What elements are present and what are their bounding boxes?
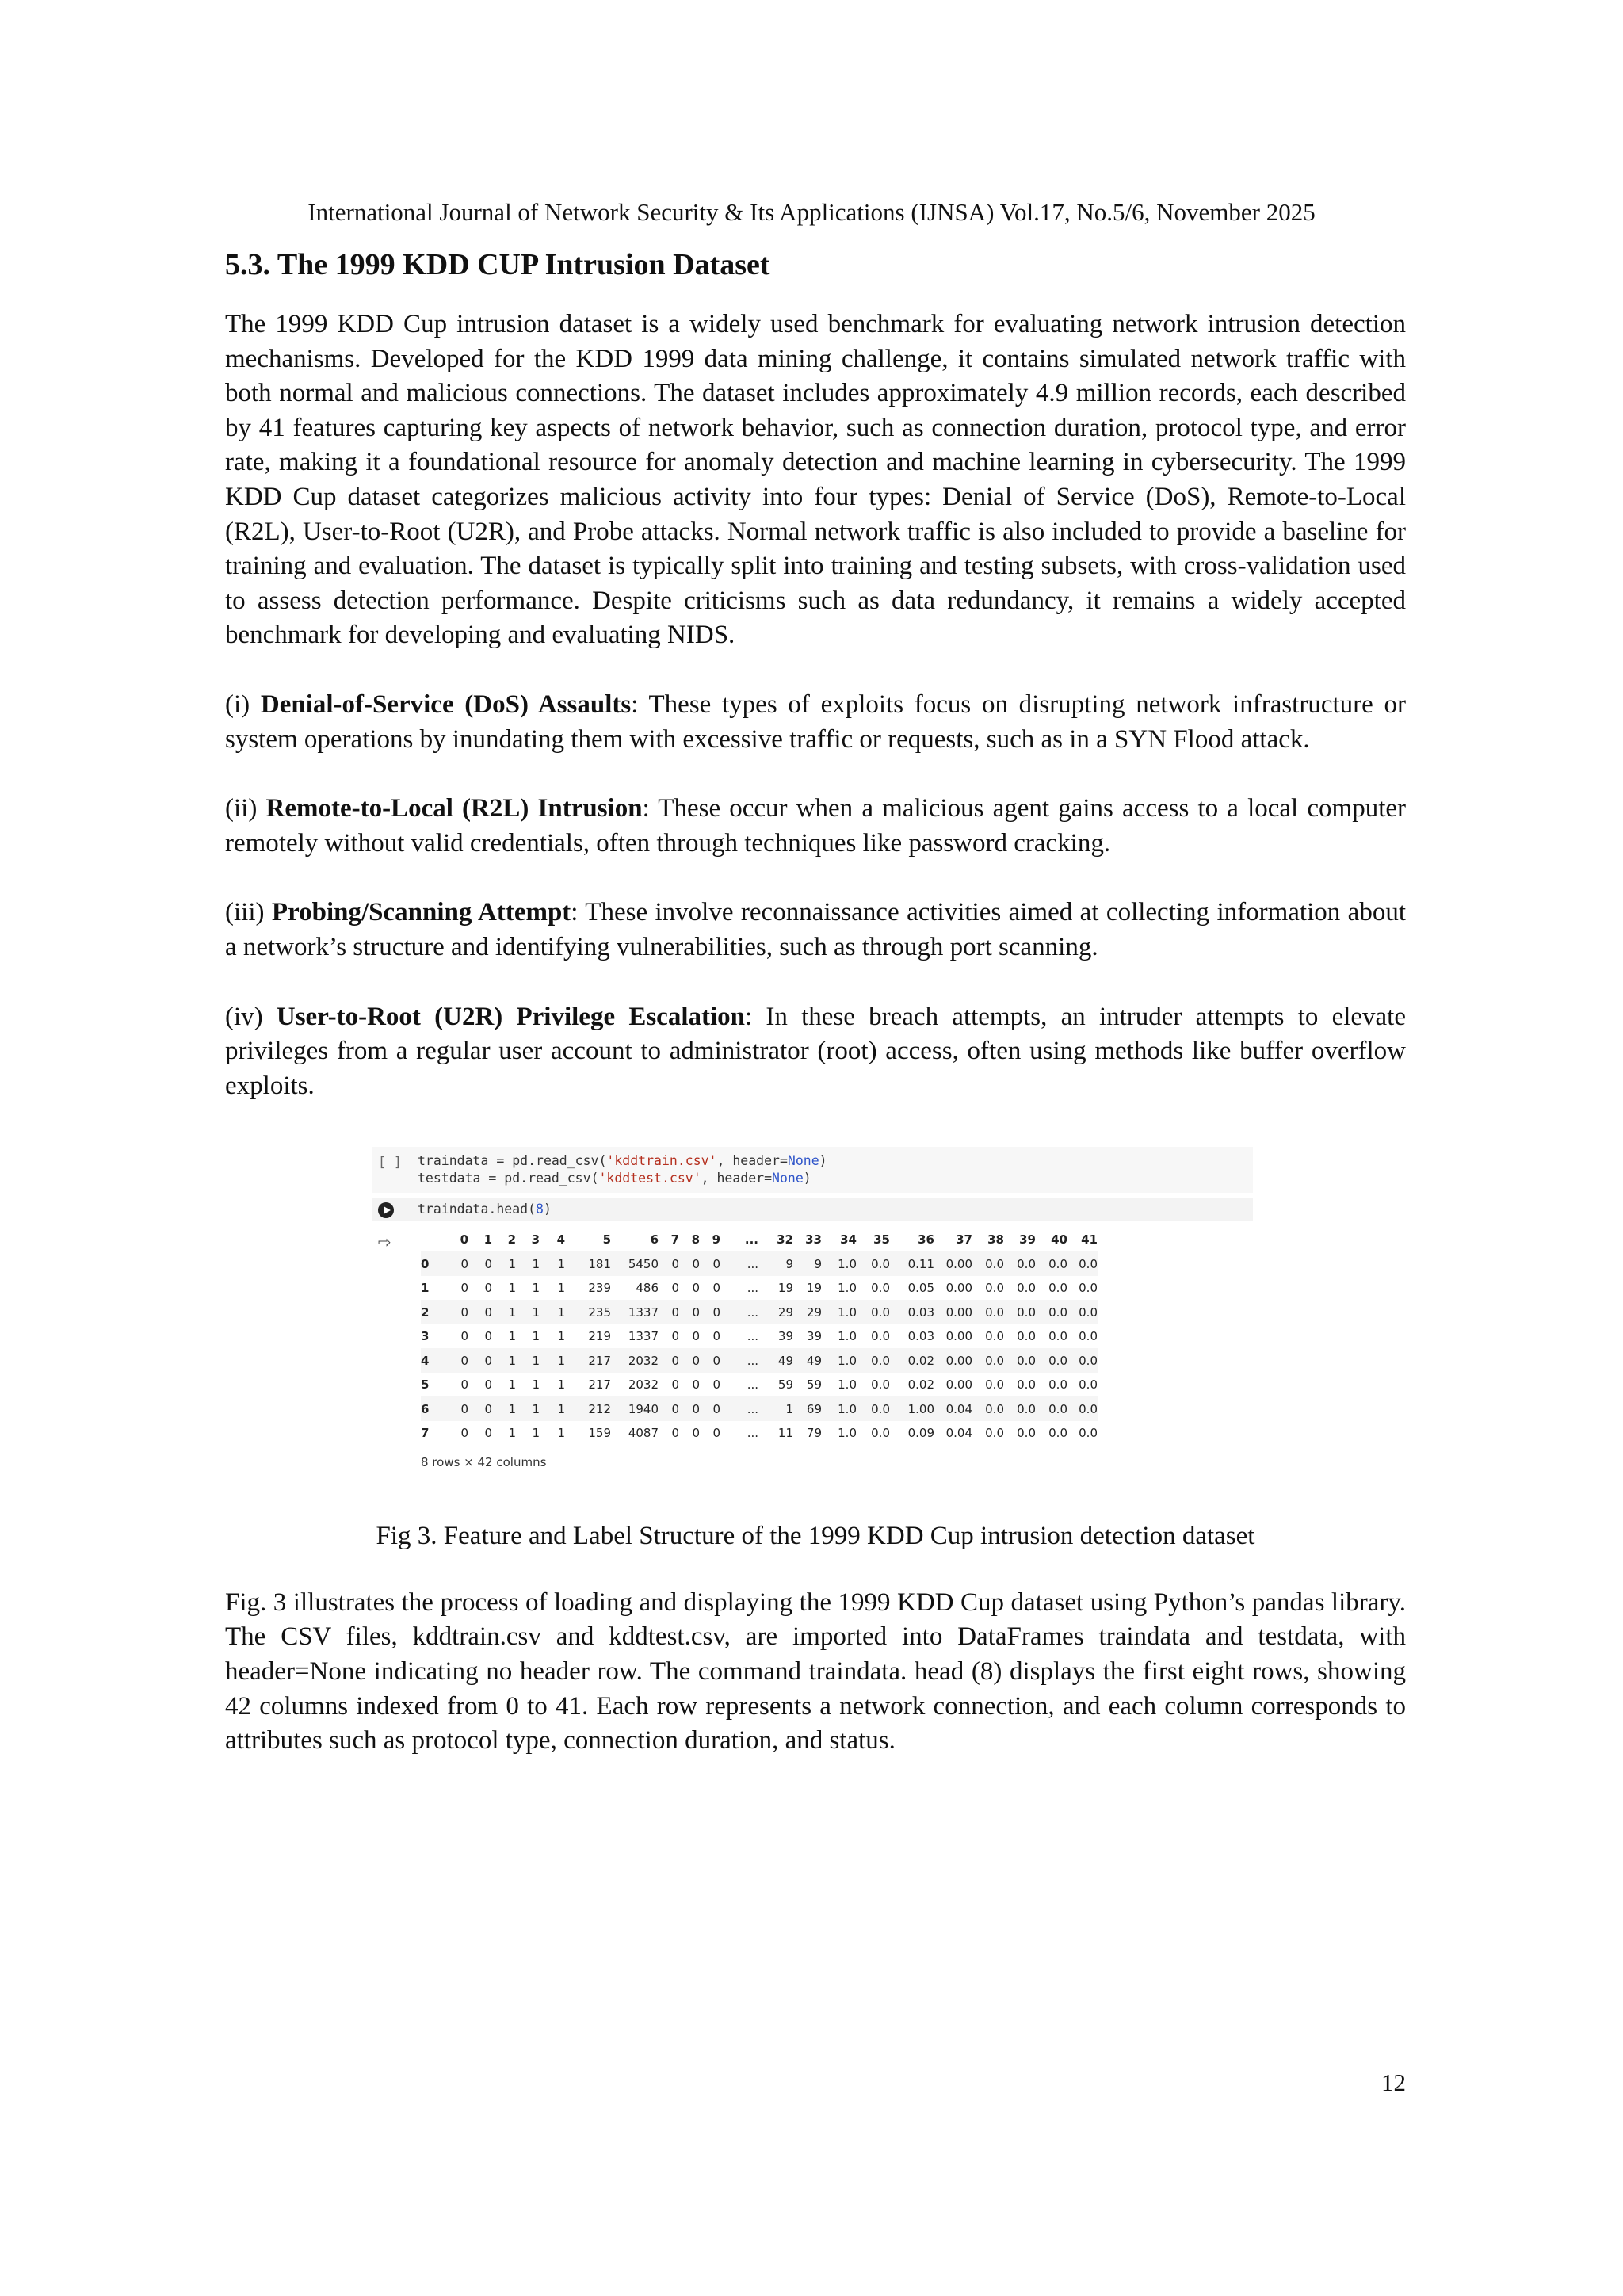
table-cell: 0 xyxy=(468,1300,492,1324)
table-cell: 9 xyxy=(793,1251,822,1276)
table-cell: 1 xyxy=(540,1348,565,1373)
table-cell: 11 xyxy=(777,1426,793,1441)
table-cell: 1 xyxy=(508,1426,516,1441)
table-row xyxy=(421,1324,1098,1349)
table-cell: 0.0 xyxy=(972,1396,1004,1421)
table-cell: 0.0 xyxy=(1036,1300,1067,1324)
row-index: 2 xyxy=(421,1300,445,1324)
dataframe-header-row xyxy=(421,1228,1098,1251)
table-cell: 0.0 xyxy=(1079,1281,1098,1296)
table-cell: 1.0 xyxy=(838,1329,857,1344)
table-cell: 0 xyxy=(712,1281,720,1296)
journal-header: International Journal of Network Security & Its Applications (IJNSA) Vol.17, No.5/6, November 2025 xyxy=(307,198,1316,226)
table-cell: 0 xyxy=(445,1251,468,1276)
table-cell: 4087 xyxy=(628,1426,659,1441)
column-header: 6 xyxy=(650,1232,659,1247)
page-content xyxy=(225,244,1406,1759)
code-cell-load xyxy=(372,1147,1253,1193)
table-cell: 0.0 xyxy=(857,1348,890,1373)
table-cell: 0.0 xyxy=(1017,1426,1036,1441)
output-icon: ⇨ xyxy=(378,1232,391,1252)
table-cell: 1337 xyxy=(628,1329,659,1344)
column-header: 0 xyxy=(460,1232,468,1247)
intro-paragraph: The 1999 KDD Cup intrusion dataset is a widely used benchmark for evaluating network intrusion detection mechanisms. Developed for the KDD 1999 data mining challenge, it contains simulated network traffic with both normal and malicious connections. The dataset includes approximately 4.9 million records, each described by 41 features capturing key aspects of network behavior, such as connection duration, protocol type, and error rate, making it a foundational resource for anomaly detection and machine learning in cybersecurity. The 1999 KDD Cup dataset categorizes malicious activity into four types: Denial of Service (DoS), Remote-to-Local (R2L), User-to-Root (U2R), and Probe attacks. Normal network traffic is also included to provide a baseline for training and evaluation. The dataset is typically split into training and testing subsets, with cross-validation used to assess detection performance. Despite criticisms such as data redundancy, it remains a widely accepted benchmark for developing and evaluating NIDS. xyxy=(225,310,1406,650)
code-line-head: traindata.head(8) xyxy=(418,1201,552,1217)
cell-bracket: [ ] xyxy=(378,1155,402,1171)
attack-term: Probing/Scanning Attempt xyxy=(271,898,571,927)
table-cell: 0 xyxy=(692,1329,700,1344)
table-cell: 0 xyxy=(679,1396,700,1421)
table-cell: 0.04 xyxy=(934,1396,972,1421)
figure-caption: Fig 3. Feature and Label Structure of the 1999 KDD Cup intrusion detection dataset xyxy=(376,1522,1255,1551)
table-cell: ... xyxy=(720,1396,758,1421)
table-cell: 0.02 xyxy=(907,1377,934,1392)
table-cell: 1 xyxy=(516,1251,540,1276)
column-header: 40 xyxy=(1051,1232,1067,1247)
table-cell: 0.0 xyxy=(1048,1329,1067,1344)
attack-description: : These involve reconnaissance activities aimed at collecting information about a network’s structure and identifying vulnerabilities, such as through port scanning. xyxy=(225,898,1406,961)
table-cell: ... xyxy=(747,1377,758,1392)
table-cell: 0 xyxy=(484,1426,492,1441)
table-cell: 1940 xyxy=(611,1396,659,1421)
table-cell: 1.0 xyxy=(822,1396,857,1421)
table-cell: 0 xyxy=(700,1251,720,1276)
column-header: 34 xyxy=(840,1232,857,1247)
attack-term: Remote-to-Local (R2L) Intrusion xyxy=(265,794,643,823)
table-cell: 0 xyxy=(679,1300,700,1324)
section-title: 5.3. The 1999 KDD CUP Intrusion Dataset xyxy=(225,248,770,281)
table-cell: 0.00 xyxy=(945,1377,972,1392)
table-cell: 59 xyxy=(777,1377,793,1392)
table-cell: ... xyxy=(747,1281,758,1296)
attack-prefix: (iv) xyxy=(225,1002,277,1031)
table-cell: 0 xyxy=(700,1348,720,1373)
column-header: 39 xyxy=(1019,1232,1036,1247)
table-cell: 0 xyxy=(679,1251,700,1276)
column-header: ... xyxy=(744,1232,758,1247)
attack-item-u2r xyxy=(225,1000,1406,1104)
table-cell: 0.0 xyxy=(985,1377,1004,1392)
table-cell: 0.0 xyxy=(1004,1300,1036,1324)
table-cell: 0 xyxy=(659,1396,679,1421)
attack-term: User-to-Root (U2R) Privilege Escalation xyxy=(276,1002,746,1031)
table-cell: 1.0 xyxy=(822,1300,857,1324)
table-row xyxy=(421,1251,1098,1276)
table-cell: 0 xyxy=(460,1281,468,1296)
table-cell: ... xyxy=(720,1300,758,1324)
column-header: 7 xyxy=(670,1232,679,1247)
row-index: 0 xyxy=(421,1251,445,1276)
table-cell: 69 xyxy=(793,1396,822,1421)
table-cell: 0 xyxy=(671,1329,679,1344)
row-index: 5 xyxy=(421,1377,430,1392)
attack-prefix: (ii) xyxy=(225,794,266,823)
table-cell: 159 xyxy=(588,1426,611,1441)
row-index: 6 xyxy=(421,1396,445,1421)
code-line-testdata: testdata = pd.read_csv('kddtest.csv', header=None) xyxy=(418,1171,812,1186)
table-cell: 0.0 xyxy=(1048,1281,1067,1296)
attack-description: : In these breach attempts, an intruder attempts to elevate privileges from a regular user account to administrator (root) access, often using methods like buffer overflow exploits. xyxy=(225,1002,1406,1100)
table-row xyxy=(421,1421,1098,1446)
table-cell: 49 xyxy=(758,1348,793,1373)
table-cell: 1 xyxy=(508,1377,516,1392)
table-cell: 1 xyxy=(508,1329,516,1344)
column-header: 36 xyxy=(918,1232,934,1247)
table-cell: 0.0 xyxy=(871,1329,890,1344)
table-cell: 19 xyxy=(806,1281,822,1296)
table-cell: 1.0 xyxy=(822,1348,857,1373)
table-cell: 0 xyxy=(445,1348,468,1373)
table-cell: 79 xyxy=(806,1426,822,1441)
table-cell: 1.0 xyxy=(838,1426,857,1441)
table-cell: 1 xyxy=(758,1396,793,1421)
attack-item-dos xyxy=(225,688,1406,757)
column-header: 2 xyxy=(507,1232,516,1247)
table-cell: 19 xyxy=(777,1281,793,1296)
table-cell: 0.0 xyxy=(1067,1348,1098,1373)
table-row xyxy=(421,1300,1098,1324)
table-cell: 0 xyxy=(468,1251,492,1276)
table-cell: 0.0 xyxy=(1004,1251,1036,1276)
table-cell: 0.0 xyxy=(1036,1348,1067,1373)
table-cell: 0.0 xyxy=(1067,1300,1098,1324)
table-cell: 0 xyxy=(712,1329,720,1344)
table-cell: ... xyxy=(720,1251,758,1276)
table-cell: 1.00 xyxy=(890,1396,934,1421)
table-cell: 0 xyxy=(659,1251,679,1276)
table-cell: 0.0 xyxy=(1036,1396,1067,1421)
table-cell: 0 xyxy=(460,1329,468,1344)
table-cell: 0.0 xyxy=(1048,1377,1067,1392)
table-cell: 0.04 xyxy=(945,1426,972,1441)
table-cell: 9 xyxy=(758,1251,793,1276)
attack-prefix: (iii) xyxy=(225,898,272,927)
column-header: 9 xyxy=(712,1232,720,1247)
attack-prefix: (i) xyxy=(225,690,261,719)
table-cell: 0 xyxy=(671,1377,679,1392)
table-cell: 1 xyxy=(540,1300,565,1324)
table-cell: 0.0 xyxy=(1067,1396,1098,1421)
closing-paragraph: Fig. 3 illustrates the process of loading and displaying the 1999 KDD Cup dataset using Python’s pandas library. The CSV files, kddtrain.csv and kddtest.csv, are imported into DataFrames traindata and testdata, with header=None indicating no header row. The command traindata. head (8) displays the first eight rows, showing 42 columns indexed from 0 to 41. Each row represents a network connection, and each column corresponds to attributes such as protocol type, connection duration, and status. xyxy=(225,1587,1406,1755)
table-cell: 1 xyxy=(492,1251,516,1276)
table-cell: 217 xyxy=(588,1377,611,1392)
attack-item-probe xyxy=(225,896,1406,965)
column-header: 35 xyxy=(873,1232,890,1247)
code-line-traindata: traindata = pd.read_csv('kddtrain.csv', header=None) xyxy=(418,1153,827,1169)
table-cell: 0 xyxy=(700,1300,720,1324)
table-cell: 0 xyxy=(460,1377,468,1392)
table-cell: 0 xyxy=(484,1329,492,1344)
table-cell: 0 xyxy=(712,1426,720,1441)
attack-term: Denial-of-Service (DoS) Assaults xyxy=(260,690,632,719)
table-cell: 0 xyxy=(679,1348,700,1373)
table-row xyxy=(421,1396,1098,1421)
notebook-figure xyxy=(372,1147,1253,1480)
table-cell: 0.0 xyxy=(1079,1426,1098,1441)
table-cell: 1 xyxy=(492,1300,516,1324)
table-cell: 0 xyxy=(468,1348,492,1373)
table-cell: 0.0 xyxy=(985,1426,1004,1441)
table-cell: 0.0 xyxy=(1079,1377,1098,1392)
column-header: 4 xyxy=(556,1232,565,1247)
table-cell: 29 xyxy=(758,1300,793,1324)
table-cell: 39 xyxy=(777,1329,793,1344)
table-cell: 1 xyxy=(492,1396,516,1421)
table-cell: 1 xyxy=(557,1281,565,1296)
table-cell: 0.0 xyxy=(1017,1377,1036,1392)
column-header: 38 xyxy=(987,1232,1004,1247)
run-cell-icon[interactable] xyxy=(378,1202,394,1218)
table-cell: 1 xyxy=(532,1281,540,1296)
table-cell: 0.05 xyxy=(907,1281,934,1296)
table-cell: 0 xyxy=(484,1377,492,1392)
table-cell: 1 xyxy=(540,1396,565,1421)
table-cell: 0 xyxy=(692,1377,700,1392)
table-cell: ... xyxy=(747,1329,758,1344)
table-cell: 0.0 xyxy=(871,1281,890,1296)
table-cell: 0.00 xyxy=(945,1329,972,1344)
index-header xyxy=(421,1228,445,1251)
table-cell: 1 xyxy=(516,1348,540,1373)
table-cell: 217 xyxy=(565,1348,611,1373)
table-cell: 1.0 xyxy=(822,1251,857,1276)
table-cell: 0 xyxy=(712,1377,720,1392)
attack-description: : These occur when a malicious agent gains access to a local computer remotely without valid credentials, often through techniques like password cracking. xyxy=(225,794,1406,858)
table-cell: 0 xyxy=(659,1300,679,1324)
table-cell: 0 xyxy=(671,1281,679,1296)
attack-description: : These types of exploits focus on disrupting network infrastructure or system operations by inundating them with excessive traffic or requests, such as in a SYN Flood attack. xyxy=(225,690,1406,754)
table-cell: 0.0 xyxy=(1004,1348,1036,1373)
table-cell: 0.0 xyxy=(1036,1251,1067,1276)
table-cell: 0.0 xyxy=(972,1348,1004,1373)
table-cell: 49 xyxy=(793,1348,822,1373)
table-cell: 1 xyxy=(540,1251,565,1276)
row-index: 7 xyxy=(421,1426,430,1441)
table-cell: 0.00 xyxy=(934,1251,972,1276)
column-header: 33 xyxy=(805,1232,822,1247)
column-header: 32 xyxy=(777,1232,793,1247)
table-cell: 0.0 xyxy=(871,1426,890,1441)
row-index: 1 xyxy=(421,1281,430,1296)
table-cell: 1 xyxy=(492,1348,516,1373)
table-cell: 212 xyxy=(565,1396,611,1421)
table-cell: 1.0 xyxy=(838,1281,857,1296)
table-cell: 0.0 xyxy=(1017,1281,1036,1296)
table-cell: 0 xyxy=(445,1300,468,1324)
table-cell: 0.00 xyxy=(934,1300,972,1324)
table-cell: 0.03 xyxy=(907,1329,934,1344)
table-cell: 0.0 xyxy=(1067,1251,1098,1276)
dataframe-table xyxy=(421,1228,1098,1445)
table-cell: 1 xyxy=(532,1329,540,1344)
table-cell: ... xyxy=(720,1348,758,1373)
column-header: 8 xyxy=(691,1232,700,1247)
row-index: 4 xyxy=(421,1348,445,1373)
table-cell: ... xyxy=(747,1426,758,1441)
row-index: 3 xyxy=(421,1329,430,1344)
column-header: 41 xyxy=(1081,1232,1098,1247)
table-cell: 0 xyxy=(700,1396,720,1421)
table-cell: 0.09 xyxy=(907,1426,934,1441)
table-cell: 1337 xyxy=(611,1300,659,1324)
table-cell: 0.00 xyxy=(934,1348,972,1373)
table-cell: 0.02 xyxy=(890,1348,934,1373)
column-header: 5 xyxy=(602,1232,611,1247)
table-cell: 0.0 xyxy=(1004,1396,1036,1421)
table-cell: 239 xyxy=(588,1281,611,1296)
table-cell: 0.00 xyxy=(945,1281,972,1296)
table-cell: 486 xyxy=(636,1281,659,1296)
table-cell: 0.0 xyxy=(972,1251,1004,1276)
table-cell: 181 xyxy=(565,1251,611,1276)
table-cell: 0.0 xyxy=(857,1396,890,1421)
column-header: 1 xyxy=(483,1232,492,1247)
column-header: 3 xyxy=(531,1232,540,1247)
table-cell: 0.03 xyxy=(890,1300,934,1324)
dataframe-output xyxy=(372,1221,1253,1475)
table-cell: 39 xyxy=(806,1329,822,1344)
page-number: 12 xyxy=(1381,2069,1406,2096)
table-cell: 2032 xyxy=(628,1377,659,1392)
dataframe-shape: 8 rows × 42 columns xyxy=(421,1455,547,1470)
table-cell: 1 xyxy=(532,1426,540,1441)
table-cell: 0 xyxy=(671,1426,679,1441)
table-cell: 5450 xyxy=(611,1251,659,1276)
table-cell: 0.0 xyxy=(985,1329,1004,1344)
table-cell: 1 xyxy=(557,1329,565,1344)
table-cell: 0.0 xyxy=(871,1377,890,1392)
table-cell: 1 xyxy=(557,1377,565,1392)
table-cell: 0.0 xyxy=(1048,1426,1067,1441)
table-cell: 0.0 xyxy=(985,1281,1004,1296)
table-cell: 1 xyxy=(516,1396,540,1421)
column-header: 37 xyxy=(956,1232,972,1247)
table-row xyxy=(421,1348,1098,1373)
table-cell: 235 xyxy=(565,1300,611,1324)
table-cell: 59 xyxy=(806,1377,822,1392)
table-cell: 0.0 xyxy=(857,1300,890,1324)
table-cell: 0 xyxy=(445,1396,468,1421)
table-cell: 2032 xyxy=(611,1348,659,1373)
table-cell: 1 xyxy=(532,1377,540,1392)
table-cell: 0 xyxy=(659,1348,679,1373)
table-cell: 29 xyxy=(793,1300,822,1324)
table-cell: 0 xyxy=(460,1426,468,1441)
table-cell: 1 xyxy=(557,1426,565,1441)
table-cell: 1.0 xyxy=(838,1377,857,1392)
table-cell: 0.0 xyxy=(972,1300,1004,1324)
table-cell: 1 xyxy=(508,1281,516,1296)
table-cell: 0 xyxy=(484,1281,492,1296)
table-cell: 0.0 xyxy=(1079,1329,1098,1344)
table-cell: 0 xyxy=(468,1396,492,1421)
table-cell: 0.0 xyxy=(857,1251,890,1276)
table-row xyxy=(421,1276,1098,1301)
attack-item-r2l xyxy=(225,792,1406,861)
table-cell: 0 xyxy=(692,1281,700,1296)
table-row xyxy=(421,1373,1098,1397)
table-cell: 0.0 xyxy=(1017,1329,1036,1344)
table-cell: 1 xyxy=(516,1300,540,1324)
table-cell: 0.11 xyxy=(890,1251,934,1276)
table-cell: 0 xyxy=(692,1426,700,1441)
table-cell: 219 xyxy=(588,1329,611,1344)
